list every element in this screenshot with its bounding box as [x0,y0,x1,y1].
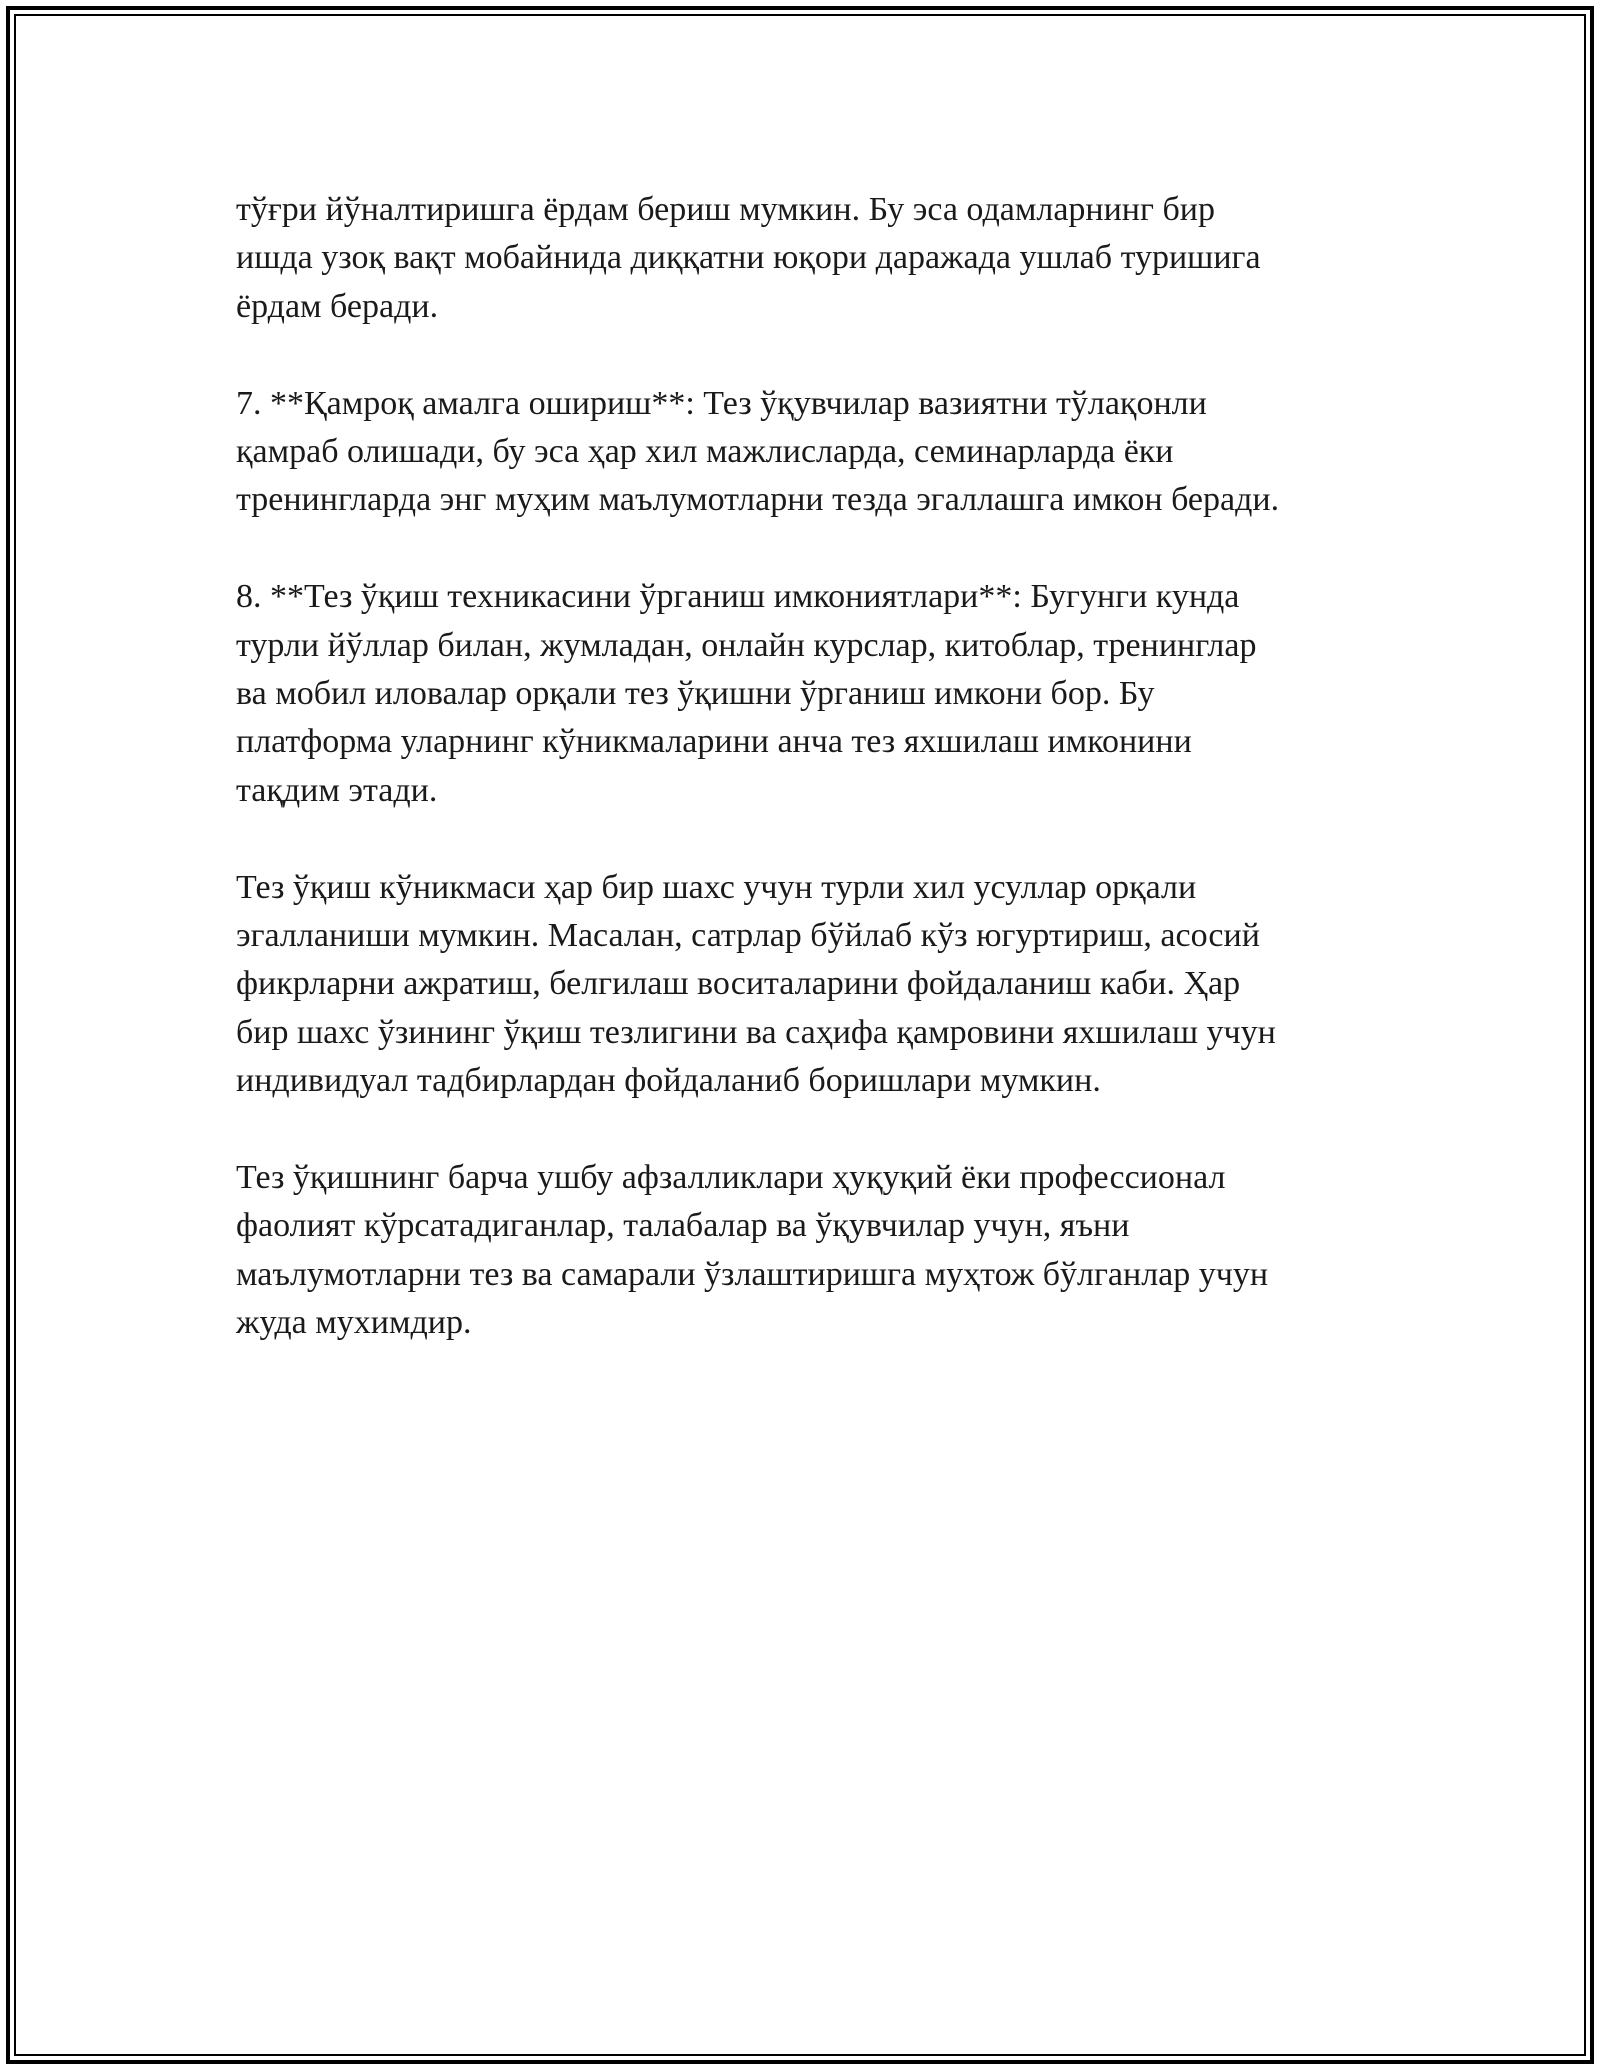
text-line: Тез ўқиш кўникмаси ҳар бир шахс учун турли хил усуллар орқали [236,868,1197,906]
text-line: турли йўллар билан, жумладан, онлайн курслар, китоблар, тренинглар [236,626,1257,664]
text-line: эгалланиши мумкин. Масалан, сатрлар бўйлаб кўз югуртириш, асосий [236,917,1260,955]
text-line: бир шахс ўзининг ўқиш тезлигини ва саҳифа қамровини яхшилаш учун [236,1013,1276,1051]
text-line: ишда узоқ вақт мобайнида диққатни юқори даражада ушлаб туришига [236,239,1261,277]
document-body [236,186,1386,1348]
text-line: индивидуал тадбирлардан фойдаланиб боришлари мумкин. [236,1062,1101,1100]
text-line: Тез ўқишнинг барча ушбу афзалликлари ҳуқуқий ёки профессионал [236,1159,1226,1197]
text-line: 8. **Тез ўқиш техникасини ўрганиш имкониятлари**: Бугунги кунда [236,578,1240,616]
text-line: тақдим этади. [236,771,438,809]
text-line: қамраб олишади, бу эса ҳар хил мажлисларда, семинарларда ёки [236,433,1174,471]
text-line: ёрдам беради. [236,287,439,325]
text-line: фаолият кўрсатадиганлар, талабалар ва ўқувчилар учун, яъни [236,1207,1130,1245]
text-line: маълумотларни тез ва самарали ўзлаштиришга муҳтож бўлганлар учун [236,1255,1269,1293]
text-line: тренингларда энг муҳим маълумотларни тезда эгаллашга имкон беради. [236,481,1280,519]
text-line: тўғри йўналтиришга ёрдам бериш мумкин. Бу эса одамларнинг бир [236,191,1215,228]
paragraph-methods [236,864,1386,1106]
text-line: фикрларни ажратиш, белгилаш воситаларини фойдаланиш каби. Ҳар [236,965,1241,1003]
paragraph-item-7 [236,380,1386,525]
text-line: жуда мухимдир. [236,1304,472,1342]
text-line: ва мобил иловалар орқали тез ўқишни ўрганиш имкони бор. Бу [236,675,1155,713]
paragraph-continuation [236,186,1386,331]
paragraph-conclusion [236,1154,1386,1348]
text-line: 7. **Қамроқ амалга ошириш**: Тез ўқувчилар вазиятни тўлақонли [236,384,1207,422]
text-line: платформа уларнинг кўникмаларини анча тез яхшилаш имконини [236,723,1192,761]
paragraph-item-8 [236,573,1386,815]
